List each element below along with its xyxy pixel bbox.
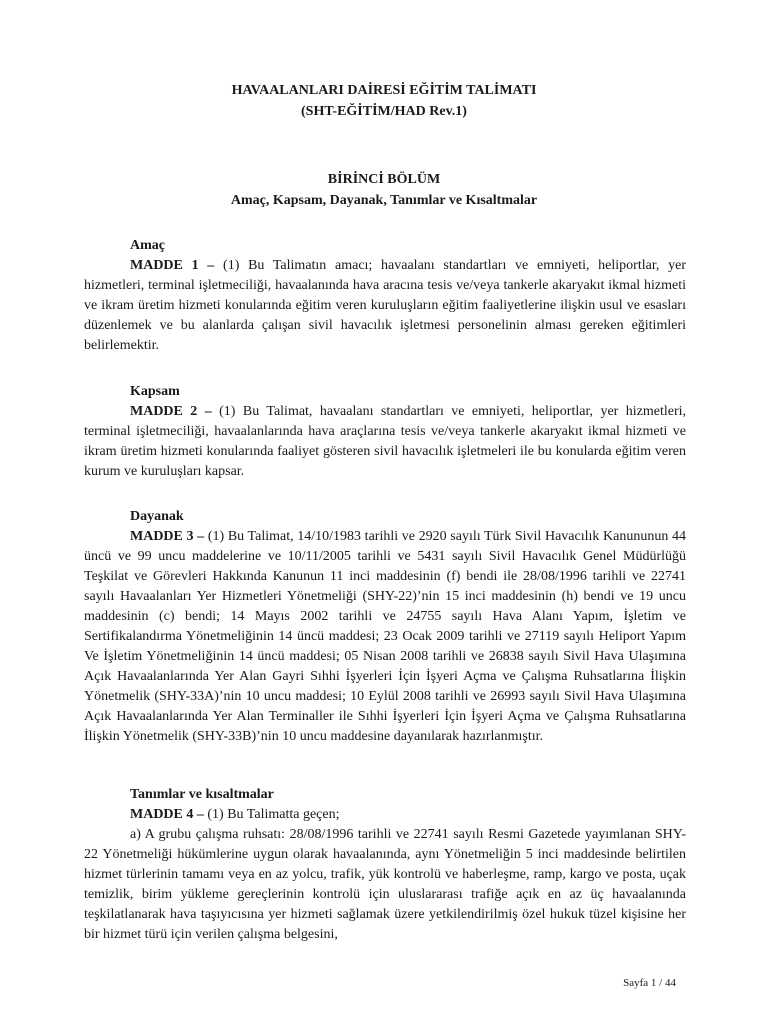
article-heading: Tanımlar ve kısaltmalar bbox=[130, 787, 274, 802]
definition-item-a: a) A grubu çalışma ruhsatı: 28/08/1996 tarihli ve 22741 sayılı Resmi Gazetede yayımlanan SHY-22 Yönetmeliği hükümlerine uygun olarak havaalanında, aynı Yönetmeliğin 5 inci maddesinde belirtilen hizmet türlerinin tamamı veya en az yolcu, trafik, yük kontrolü ve haberleşme, ramp, kargo ve posta, uçak temizlik, birim yükleme gereçlerinin kontrolü için uluslararası trafiğe açık en az üç havaalanında teşkilatlanarak hava taşıyıcısına yer hizmeti sağlamak üzere yetkilendirilmiş özel hukuk tüzel kişisine her bir hizmet türü için verilen çalışma belgesini, bbox=[84, 827, 686, 942]
article-1 bbox=[84, 236, 686, 356]
part-title: BİRİNCİ BÖLÜM bbox=[327, 172, 441, 187]
article-paragraph bbox=[84, 527, 686, 747]
article-paragraph bbox=[84, 256, 686, 356]
article-label: MADDE 1 – bbox=[130, 258, 215, 273]
article-label: MADDE 2 – bbox=[130, 404, 212, 419]
article-heading: Kapsam bbox=[130, 384, 180, 399]
article-text: (1) Bu Talimat, havaalanı standartları ve emniyeti, heliportlar, yer hizmetleri, terminal işletmeciliği, havaalanlarında hava araçlarına tesis ve/veya tankerle akaryakıt ikmal hizmeti ve ikram üretim hizmeti konularında faaliyet gösteren sivil havacılık işletmeleri ile bu konularda eğitim veren kurum ve kuruluşları kapsar. bbox=[84, 404, 687, 479]
document-code: (SHT-EĞİTİM/HAD Rev.1) bbox=[301, 104, 467, 119]
article-text: (1) Bu Talimat, 14/10/1983 tarihli ve 2920 sayılı Türk Sivil Havacılık Kanununun 44 üncü ve 99 uncu maddelerine ve 10/11/2005 tarihli ve 5431 sayılı Sivil Havacılık Genel Müdürlüğü Teşkilat ve Görevleri Hakkında Kanunun 11 inci maddesinin (f) bendi ile 28/08/1996 tarihli ve 22741 sayılı Havaalanları Yer Hizmetleri Yönetmeliği (SHY-22)’nin 15 inci maddesinin (h) bendi ve 19 uncu maddesinin (c) bendi; 14 Mayıs 2002 tarihli ve 24755 sayılı Hava Alanı Yapım, İşletim ve Sertifikalandırma Yönetmeliğinin 14 üncü maddesi; 23 Ocak 2009 tarihli ve 27119 sayılı Heliport Yapım Ve İşletim Yönetmeliğinin 14 üncü maddesi; 05 Nisan 2008 tarihli ve 26838 sayılı Sivil Hava Ulaşımına Açık Havaalanlarında Yer Alan Gayri Sıhhi İşyerleri İçin İşyeri Açma ve Çalışma Ruhsatlarına İlişkin Yönetmelik (SHY-33A)’nin 10 uncu maddesi; 10 Eylül 2008 tarihli ve 26993 sayılı Sivil Hava Ulaşımına Açık Havaalanlarında Yer Alan Terminaller ile Sıhhi İşyerleri İçin İşyeri Açma ve Çalışma Ruhsatlarına İlişkin Yönetmelik (SHY-33B)’nin 10 uncu maddesine dayanılarak hazırlanmıştır. bbox=[84, 529, 687, 744]
article-4 bbox=[84, 785, 686, 945]
part-subtitle: Amaç, Kapsam, Dayanak, Tanımlar ve Kısaltmalar bbox=[230, 193, 538, 208]
article-label: MADDE 3 – bbox=[130, 529, 205, 544]
article-heading: Dayanak bbox=[130, 509, 184, 524]
article-text: (1) Bu Talimatın amacı; havaalanı standartları ve emniyeti, heliportlar, yer hizmetleri, terminal işletmeciliği, havaalanında hava aracına tesis ve/veya tankerle akaryakıt ikmal hizmeti ve ikram üretim hizmeti konularında eğitim veren kuruluşların eğitim faaliyetlerine ilişkin usul ve esasları düzenlemek ve bu alanlarda çalışan sivil havacılık işletmesi personelinin alması gereken eğitimleri belirlemektir. bbox=[84, 258, 687, 353]
article-paragraph bbox=[84, 402, 686, 482]
article-text: (1) Bu Talimatta geçen; bbox=[207, 807, 340, 822]
page-number: Sayfa 1 / 44 bbox=[623, 977, 676, 989]
article-paragraph bbox=[84, 805, 686, 825]
article-2 bbox=[84, 382, 686, 482]
article-3 bbox=[84, 507, 686, 747]
article-label: MADDE 4 – bbox=[130, 807, 204, 822]
document-title: HAVAALANLARI DAİRESİ EĞİTİM TALİMATI bbox=[231, 83, 537, 98]
article-heading: Amaç bbox=[130, 238, 165, 253]
